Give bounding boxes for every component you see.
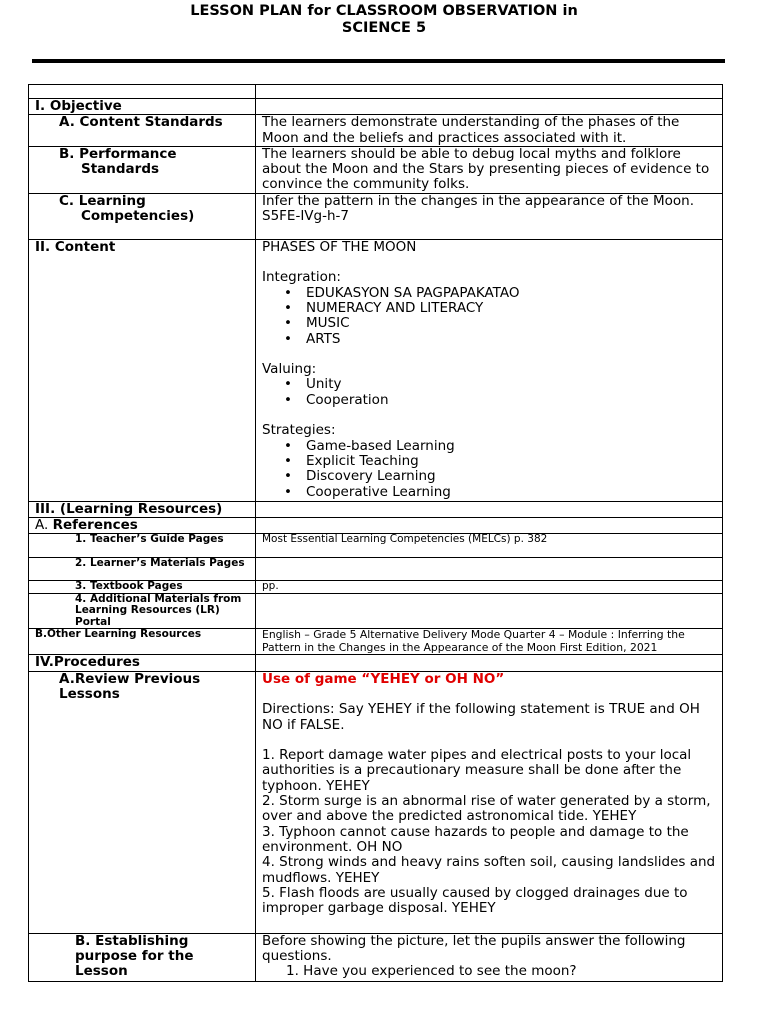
review-label-line2: Lessons <box>59 685 120 702</box>
empty-cell <box>256 518 723 534</box>
objective-heading: I. Objective <box>29 99 256 115</box>
performance-standards-text: The learners should be able to debug local myths and folklore about the Moon and the Stars by presenting pieces of evidence to convince the community folks. <box>256 146 723 193</box>
content-standards-text: The learners demonstrate understanding of the phases of the Moon and the beliefs and practices associated with it. <box>256 115 723 147</box>
table-header-row <box>29 85 723 99</box>
review-label-line1: A.Review Previous <box>59 671 201 687</box>
review-cell <box>256 671 723 933</box>
title-line-1: LESSON PLAN for CLASSROOM OBSERVATION in <box>190 3 578 19</box>
performance-label-line1: B. Performance <box>59 146 177 162</box>
textbook-row <box>29 581 723 594</box>
establishing-cell <box>256 933 723 981</box>
procedures-heading: IV.Procedures <box>29 655 256 671</box>
procedures-row <box>29 655 723 671</box>
list-item: • Cooperation <box>306 393 716 408</box>
list-item: • Discovery Learning <box>306 469 716 484</box>
list-item: • NUMERACY AND LITERACY <box>306 301 716 316</box>
competencies-cell <box>256 193 723 239</box>
content-topic: PHASES OF THE MOON <box>262 239 417 255</box>
empty-cell <box>256 85 723 99</box>
competencies-text: Infer the pattern in the changes in the appearance of the Moon. <box>262 193 695 209</box>
establishing-label-line3: Lesson <box>75 963 128 980</box>
strategies-label: Strategies: <box>262 422 336 439</box>
performance-standards-row <box>29 146 723 193</box>
competencies-label-line2: Competencies) <box>81 208 195 225</box>
references-row <box>29 518 723 534</box>
list-item: • Explicit Teaching <box>306 454 716 469</box>
title-divider <box>32 59 725 63</box>
statement-item: 3. Typhoon cannot cause hazards to people and damage to the environment. OH NO <box>262 823 689 855</box>
title-line-2: SCIENCE 5 <box>341 20 427 36</box>
competencies-label-line1: C. Learning <box>59 193 146 209</box>
empty-cell <box>256 99 723 115</box>
list-item: • Cooperative Learning <box>306 485 716 500</box>
other-resources-row <box>29 629 723 655</box>
competencies-row <box>29 193 723 239</box>
teachers-guide-label: 1. Teacher’s Guide Pages <box>29 534 256 558</box>
empty-cell <box>256 655 723 671</box>
performance-label-line2: Standards <box>81 161 160 178</box>
list-item: • EDUKASYON SA PAGPAPAKATAO <box>306 286 716 301</box>
resources-heading: III. (Learning Resources) <box>29 501 256 517</box>
integration-list <box>262 286 716 347</box>
lesson-plan-table <box>28 84 723 982</box>
strategies-list <box>262 439 716 500</box>
game-title: Use of game “YEHEY or OH NO” <box>262 671 505 687</box>
content-standards-row <box>29 115 723 147</box>
resources-row <box>29 501 723 517</box>
list-item: • Unity <box>306 377 716 392</box>
establishing-text: Before showing the picture, let the pupils answer the following questions. <box>262 933 686 964</box>
establishing-label <box>29 933 256 981</box>
learners-materials-label: 2. Learner’s Materials Pages <box>29 558 256 581</box>
establishing-label-line2: purpose for the <box>75 947 194 964</box>
references-heading <box>29 518 256 534</box>
references-prefix: A. <box>35 517 53 534</box>
establishing-question: 1. Have you experienced to see the moon? <box>286 963 577 980</box>
document-title <box>0 3 768 37</box>
additional-materials-label: 4. Additional Materials from Learning Resources (LR) Portal <box>29 593 256 629</box>
competencies-label <box>29 193 256 239</box>
empty-cell <box>29 85 256 99</box>
empty-cell <box>256 501 723 517</box>
content-row <box>29 239 723 501</box>
other-resources-value: English – Grade 5 Alternative Delivery Mode Quarter 4 – Module : Inferring the Pattern in the Changes in the Appearance of the Moon First Edition, 2021 <box>256 629 723 655</box>
statement-item: 1. Report damage water pipes and electrical posts to your local authorities is a precautionary measure shall be done after the typhoon. YEHEY <box>262 747 692 794</box>
textbook-value: pp. <box>256 581 723 594</box>
directions-text: Directions: Say YEHEY if the following statement is TRUE and OH NO if FALSE. <box>262 701 700 733</box>
textbook-label: 3. Textbook Pages <box>29 581 256 594</box>
list-item: • Game-based Learning <box>306 439 716 454</box>
additional-materials-value <box>256 593 723 629</box>
additional-materials-row <box>29 593 723 629</box>
teachers-guide-value: Most Essential Learning Competencies (MELCs) p. 382 <box>256 534 723 558</box>
performance-standards-label <box>29 146 256 193</box>
other-resources-label: B.Other Learning Resources <box>29 629 256 655</box>
establishing-row <box>29 933 723 981</box>
review-label <box>29 671 256 933</box>
valuing-list <box>262 377 716 408</box>
integration-label: Integration: <box>262 269 341 286</box>
statement-item: 2. Storm surge is an abnormal rise of water generated by a storm, over and above the predicted astronomical tide. YEHEY <box>262 793 711 825</box>
valuing-label: Valuing: <box>262 361 317 378</box>
content-heading: II. Content <box>29 239 256 501</box>
objective-row <box>29 99 723 115</box>
list-item: • MUSIC <box>306 316 716 331</box>
statement-item: 5. Flash floods are usually caused by clogged drainages due to improper garbage disposal. YEHEY <box>262 884 688 917</box>
learners-materials-value <box>256 558 723 581</box>
learners-materials-row <box>29 558 723 581</box>
statement-item: 4. Strong winds and heavy rains soften soil, causing landslides and mudflows. YEHEY <box>262 854 716 886</box>
teachers-guide-row <box>29 534 723 558</box>
competencies-code: S5FE-IVg-h-7 <box>262 208 349 225</box>
references-label: References <box>52 517 138 534</box>
content-cell <box>256 239 723 501</box>
establishing-label-line1: B. Establishing <box>75 933 189 949</box>
list-item: • ARTS <box>306 332 716 347</box>
content-standards-label: A. Content Standards <box>29 115 256 147</box>
review-row <box>29 671 723 933</box>
